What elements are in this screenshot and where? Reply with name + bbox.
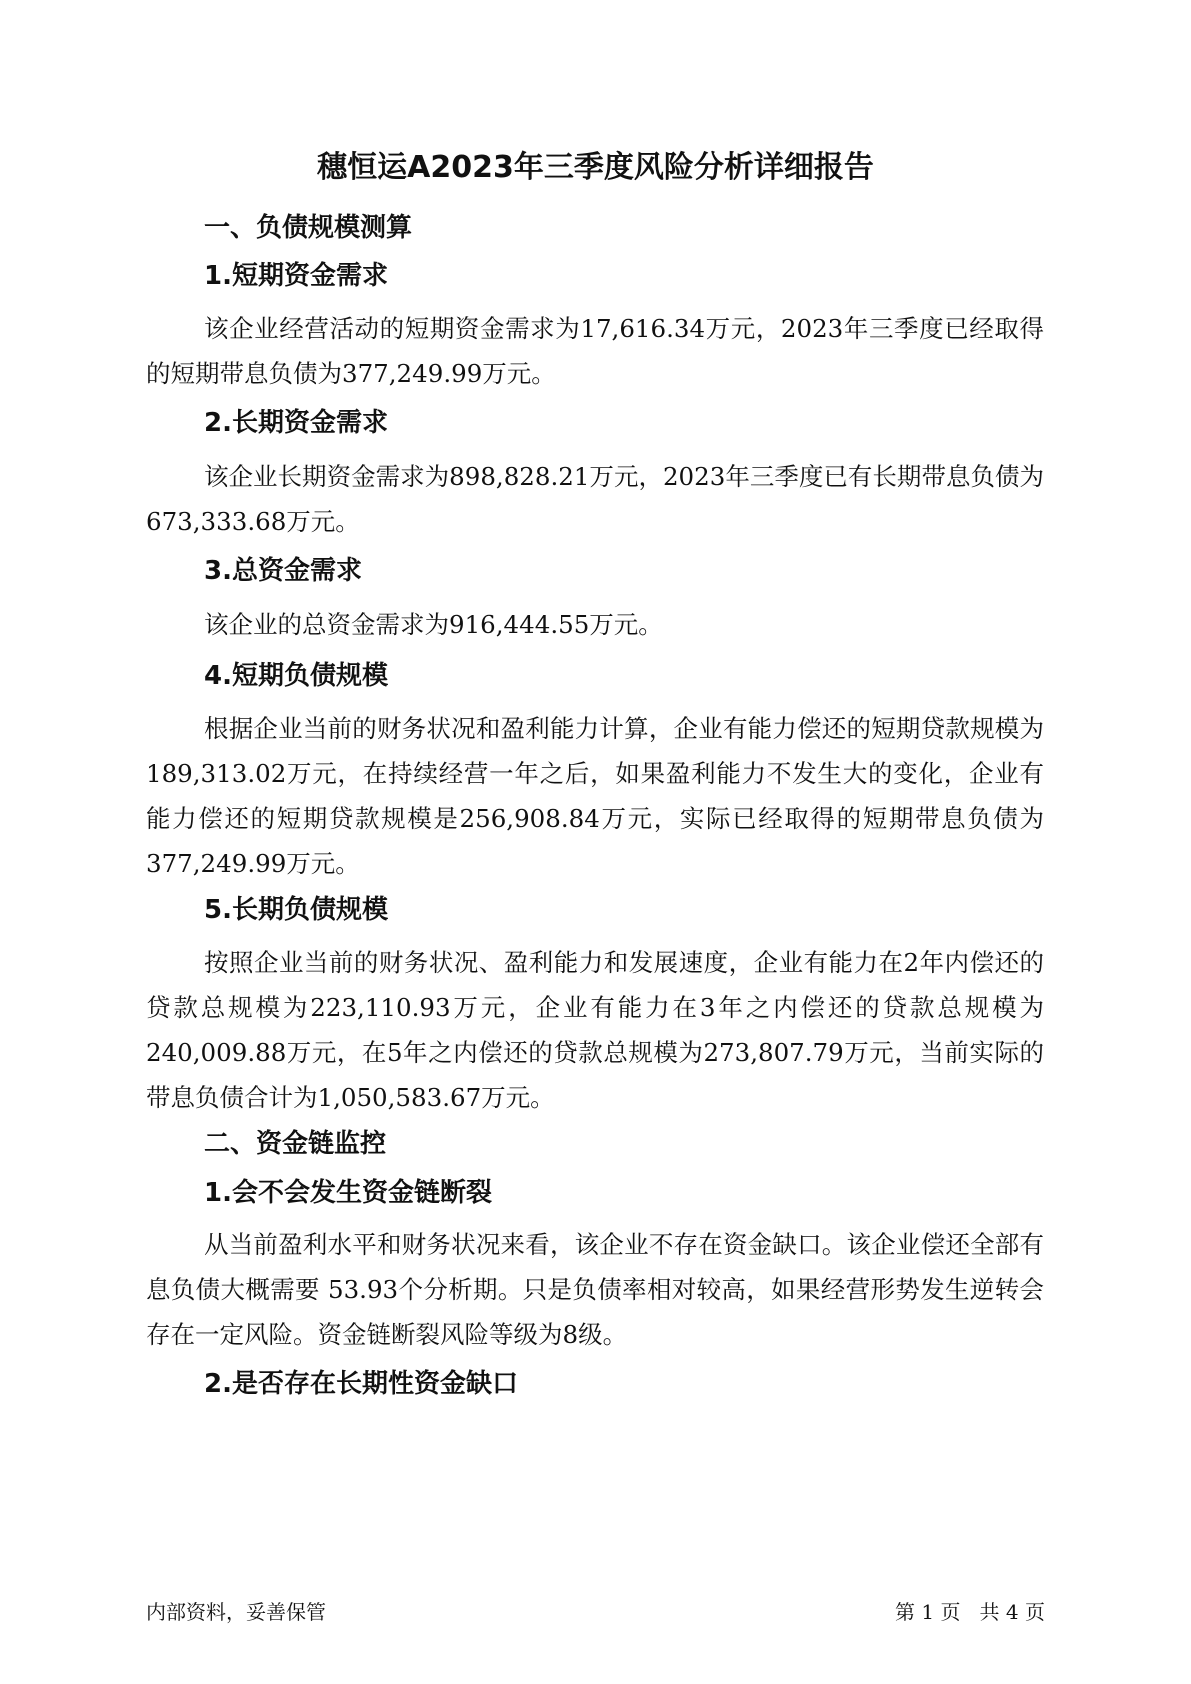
section-2-heading: 二、资金链监控 (204, 1129, 387, 1159)
section-1-2-paragraph: 该企业长期资金需求为898,828.21万元，2023年三季度已有长期带息负债为673,333.68万元。 (146, 462, 1044, 536)
section-1-4-heading: 4.短期负债规模 (204, 661, 388, 691)
section-1-3-paragraph: 该企业的总资金需求为916,444.55万元。 (204, 610, 663, 639)
section-1-2-heading: 2.长期资金需求 (204, 408, 388, 438)
section-1-4-paragraph: 根据企业当前的财务状况和盈利能力计算，企业有能力偿还的短期贷款规模为189,313.02万元，在持续经营一年之后，如果盈利能力不发生大的变化，企业有能力偿还的短期贷款规模是256,908.84万元，实际已经取得的短期带息负债为377,249.99万元。 (146, 714, 1044, 878)
section-2-2-heading: 2.是否存在长期性资金缺口 (204, 1369, 518, 1399)
footer-confidential-note: 内部资料，妥善保管 (146, 1600, 326, 1624)
section-2-1-paragraph: 从当前盈利水平和财务状况来看，该企业不存在资金缺口。该企业偿还全部有息负债大概需要 53.93个分析期。只是负债率相对较高，如果经营形势发生逆转会存在一定风险。资金链断裂风险等级为8级。 (146, 1230, 1044, 1349)
report-title: 穗恒运A2023年三季度风险分析详细报告 (317, 150, 874, 185)
section-1-heading: 一、负债规模测算 (204, 213, 413, 243)
section-2-1-heading: 1.会不会发生资金链断裂 (204, 1178, 492, 1208)
footer-page-number: 第 1 页 共 4 页 (895, 1600, 1045, 1624)
section-1-3-heading: 3.总资金需求 (204, 556, 362, 586)
section-1-1-paragraph: 该企业经营活动的短期资金需求为17,616.34万元，2023年三季度已经取得的短期带息负债为377,249.99万元。 (146, 314, 1044, 388)
section-1-5-heading: 5.长期负债规模 (204, 895, 388, 925)
section-1-1-heading: 1.短期资金需求 (204, 261, 388, 291)
section-1-5-paragraph: 按照企业当前的财务状况、盈利能力和发展速度，企业有能力在2年内偿还的贷款总规模为223,110.93万元，企业有能力在3年之内偿还的贷款总规模为240,009.88万元，在5年之内偿还的贷款总规模为273,807.79万元，当前实际的带息负债合计为1,050,583.67万元。 (146, 948, 1044, 1112)
